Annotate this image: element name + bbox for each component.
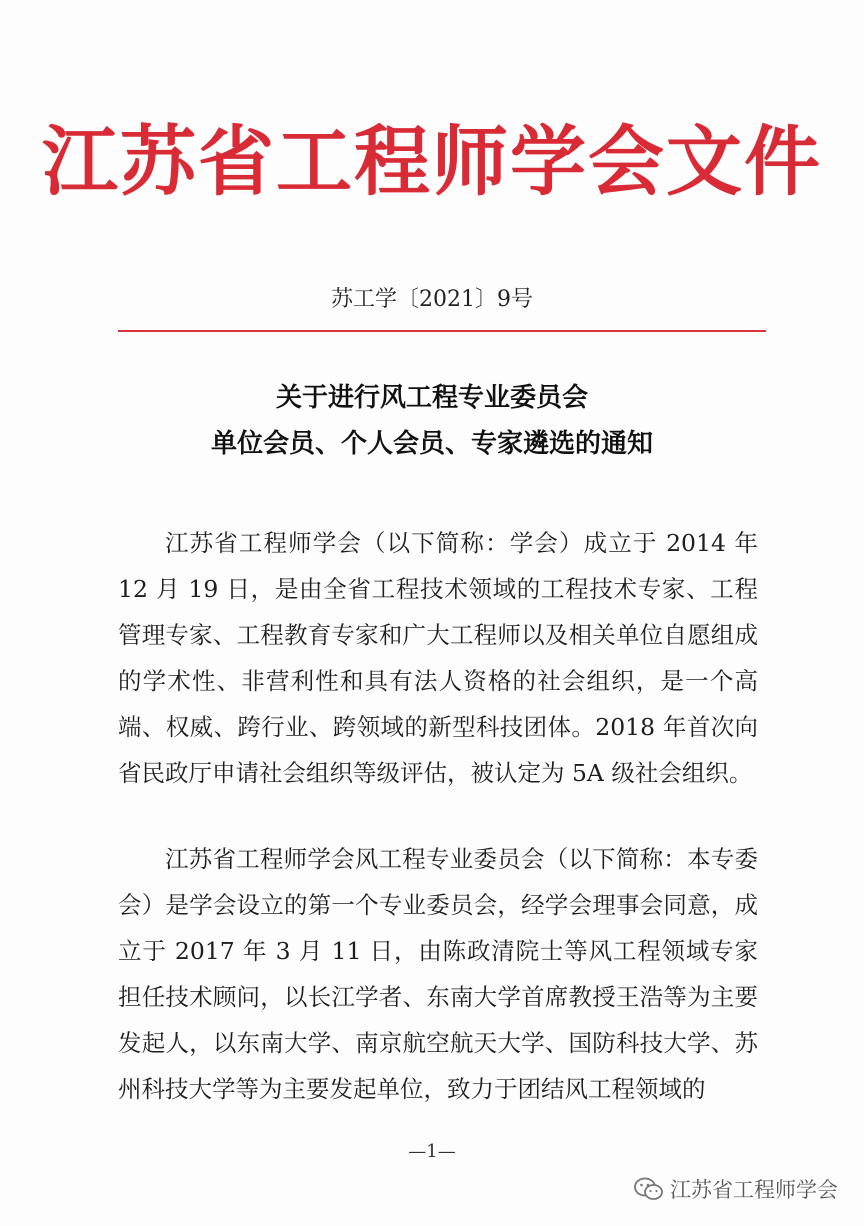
body-paragraph: 江苏省工程师学会风工程专业委员会（以下简称：本专委会）是学会设立的第一个专业委员会，经学会理事会同意，成立于 2017 年 3 月 11 日，由陈政清院士等风工程领域专家担任技术顾问，以长江学者、东南大学首席教授王浩等为主要发起人，以东南大学、南京航空航天大学、国防科技大学、苏州科技大学等为主要发起单位，致力于团结风工程领域的 bbox=[118, 845, 758, 1103]
red-divider-rule bbox=[118, 330, 766, 332]
body-paragraph-2-block bbox=[118, 836, 758, 1112]
document-number: 苏工学〔2021〕9号 bbox=[331, 287, 533, 312]
watermark-label: 江苏省工程师学会 bbox=[670, 1178, 838, 1202]
notice-title-line-2: 单位会员、个人会员、专家遴选的通知 bbox=[210, 429, 653, 459]
body-paragraph-1-block bbox=[118, 520, 758, 796]
document-masthead: 江苏省工程师学会文件 bbox=[42, 117, 822, 206]
body-paragraph: 江苏省工程师学会（以下简称：学会）成立于 2014 年 12 月 19 日，是由全省工程技术领域的工程技术专家、工程管理专家、工程教育专家和广大工程师以及相关单位自愿组成的学术性、非营利性和具有法人资格的社会组织，是一个高端、权威、跨行业、跨领域的新型科技团体。2018 年首次向省民政厅申请社会组织等级评估，被认定为 5A 级社会组织。 bbox=[118, 529, 758, 787]
wechat-icon bbox=[634, 1176, 664, 1202]
page-number: —1— bbox=[408, 1141, 456, 1162]
wechat-watermark bbox=[634, 1172, 838, 1206]
notice-title-line-1: 关于进行风工程专业委员会 bbox=[275, 383, 588, 413]
